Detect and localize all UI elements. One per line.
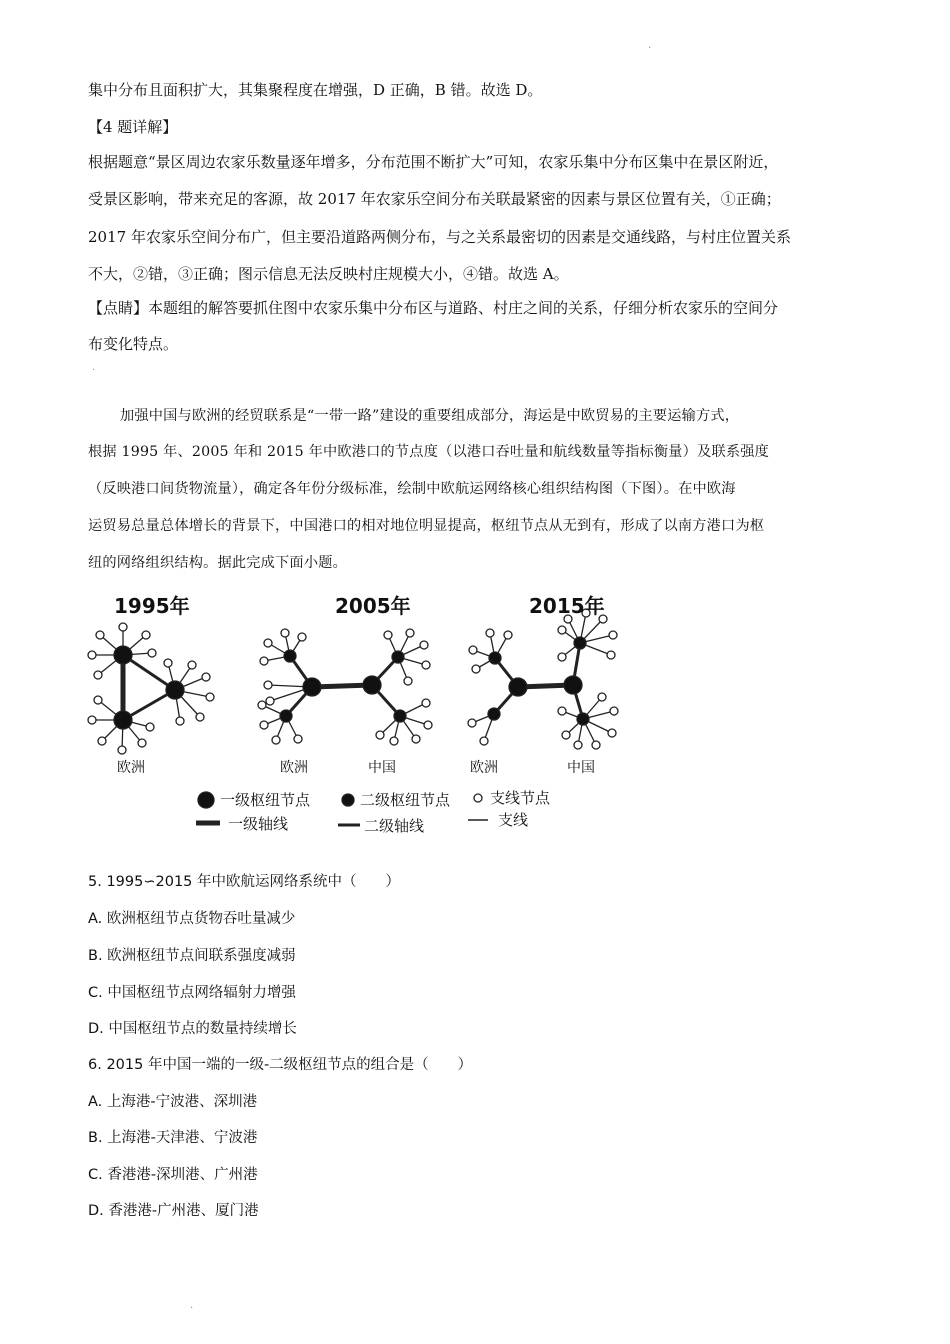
answer-line: 2017 年农家乐空间分布广，但主要沿道路两侧分布，与之关系最密切的因素是交通线路，与村庄位置关系 bbox=[88, 228, 791, 246]
answer-option-b[interactable]: B. 欧洲枢纽节点间联系强度减弱 bbox=[88, 948, 296, 964]
level1-node bbox=[509, 678, 527, 696]
answer-option-d[interactable]: D. 中国枢纽节点的数量持续增长 bbox=[88, 1021, 297, 1037]
intro-line: 加强中国与欧洲的经贸联系是“一带一路”建设的重要组成部分，海运是中欧贸易的主要运输方式， bbox=[120, 408, 740, 424]
legend-branch-node: 支线节点 bbox=[490, 789, 551, 807]
level1-node bbox=[114, 711, 132, 729]
tip-line: 布变化特点。 bbox=[88, 335, 179, 353]
year-label-2015: 2015年 bbox=[529, 594, 605, 618]
answer-option-c[interactable]: C. 中国枢纽节点网络辐射力增强 bbox=[88, 985, 296, 1001]
network-1995 bbox=[88, 623, 214, 754]
answer-option-d[interactable]: D. 香港港-广州港、厦门港 bbox=[88, 1203, 259, 1219]
network-figure bbox=[80, 585, 640, 850]
intro-line: 运贸易总量总体增长的背景下，中国港口的相对地位明显提高，枢纽节点从无到有，形成了以南方港口为枢 bbox=[88, 518, 765, 534]
network-2005 bbox=[258, 629, 432, 745]
label-europe-1995: 欧洲 bbox=[117, 760, 145, 776]
section-heading-q4: 【4 题详解】 bbox=[88, 118, 178, 136]
label-china-2015: 中国 bbox=[567, 760, 595, 776]
question-stem: 6. 2015 年中国一端的一级-二级枢纽节点的组合是（ ） bbox=[88, 1057, 473, 1073]
legend-level1-node: 一级枢纽节点 bbox=[220, 791, 311, 809]
scan-dot: . bbox=[190, 1300, 194, 1311]
answer-line: 集中分布且面积扩大，其集聚程度在增强，D 正确，B 错。故选 D。 bbox=[88, 81, 543, 99]
level2-node bbox=[574, 637, 586, 649]
level2-node bbox=[489, 652, 501, 664]
label-europe-2015: 欧洲 bbox=[470, 760, 498, 776]
level1-node bbox=[564, 676, 582, 694]
year-label-1995: 1995年 bbox=[114, 594, 190, 618]
level1-node bbox=[114, 646, 132, 664]
scan-dot: . bbox=[648, 40, 652, 51]
level2-node bbox=[284, 650, 296, 662]
scan-dot: . bbox=[92, 362, 96, 373]
level2-node bbox=[280, 710, 292, 722]
legend-level1-axis: 一级轴线 bbox=[228, 815, 289, 833]
legend-level2-axis: 二级轴线 bbox=[364, 817, 425, 835]
level1-node bbox=[363, 676, 381, 694]
intro-line: 纽的网络组织结构。据此完成下面小题。 bbox=[88, 555, 347, 571]
network-2015 bbox=[468, 609, 618, 749]
answer-option-c[interactable]: C. 香港港-深圳港、广州港 bbox=[88, 1167, 258, 1183]
answer-line: 根据题意“景区周边农家乐数量逐年增多，分布范围不断扩大”可知，农家乐集中分布区集中在景区附近， bbox=[88, 153, 779, 171]
answer-option-a[interactable]: A. 上海港-宁波港、深圳港 bbox=[88, 1094, 258, 1110]
level2-node bbox=[392, 651, 404, 663]
level1-node bbox=[303, 678, 321, 696]
level1-node bbox=[166, 681, 184, 699]
level2-node bbox=[577, 713, 589, 725]
label-china-2005: 中国 bbox=[368, 760, 396, 776]
legend-level2-node: 二级枢纽节点 bbox=[360, 791, 451, 809]
answer-option-b[interactable]: B. 上海港-天津港、宁波港 bbox=[88, 1130, 258, 1146]
answer-line: 受景区影响，带来充足的客源，故 2017 年农家乐空间分布关联最紧密的因素与景区位置有关，①正确； bbox=[88, 190, 781, 208]
year-label-2005: 2005年 bbox=[335, 594, 411, 618]
question-stem: 5. 1995∽2015 年中欧航运网络系统中（ ） bbox=[88, 874, 401, 890]
intro-line: 根据 1995 年、2005 年和 2015 年中欧港口的节点度（以港口吞吐量和航线数量等指标衡量）及联系强度 bbox=[88, 444, 769, 460]
answer-line: 不大，②错，③正确；图示信息无法反映村庄规模大小，④错。故选 A。 bbox=[88, 265, 569, 283]
legend-branch-line: 支线 bbox=[498, 811, 529, 829]
level2-node bbox=[394, 710, 406, 722]
intro-line: （反映港口间货物流量），确定各年份分级标准，绘制中欧航运网络核心组织结构图（下图）。在中欧海 bbox=[88, 481, 736, 497]
tip-line: 【点睛】本题组的解答要抓住图中农家乐集中分布区与道路、村庄之间的关系，仔细分析农家乐的空间分 bbox=[88, 299, 779, 317]
level2-node bbox=[488, 708, 500, 720]
label-europe-2005: 欧洲 bbox=[280, 760, 308, 776]
answer-option-a[interactable]: A. 欧洲枢纽节点货物吞吐量减少 bbox=[88, 911, 296, 927]
